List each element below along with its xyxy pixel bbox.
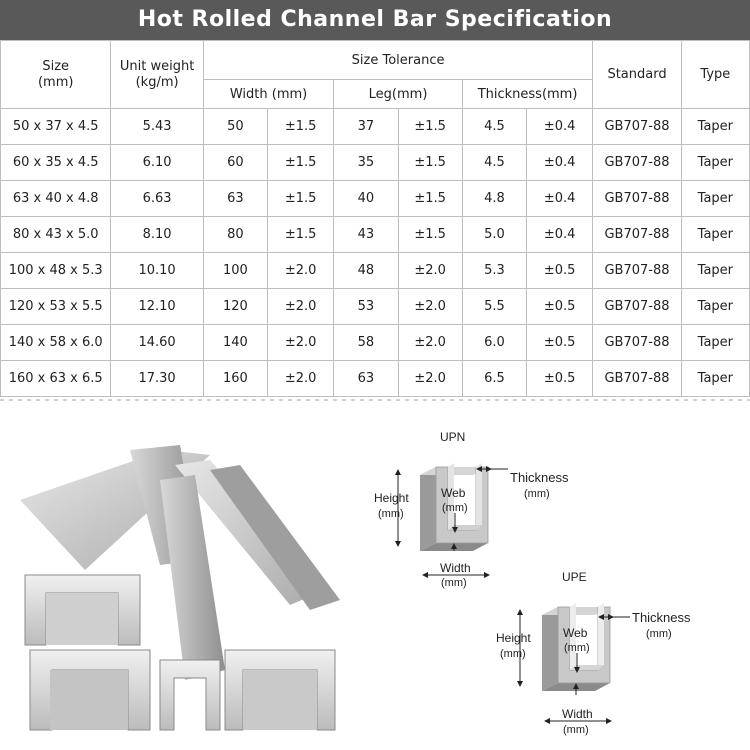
cell-leg: 43 <box>334 217 398 253</box>
cell-thick-tol: ±0.4 <box>527 145 593 181</box>
cell-leg-tol: ±2.0 <box>398 325 462 361</box>
header-leg: Leg(mm) <box>334 80 463 109</box>
cell-thick: 6.0 <box>462 325 526 361</box>
table-row <box>1 253 750 289</box>
divider <box>0 399 750 401</box>
upe-thickness-label: Thickness <box>632 610 691 625</box>
cell-width-tol: ±1.5 <box>268 109 334 145</box>
cell-standard: GB707-88 <box>593 289 681 325</box>
upe-diagram <box>490 565 700 745</box>
cell-size: 120 x 53 x 5.5 <box>1 289 111 325</box>
cell-weight: 6.10 <box>111 145 203 181</box>
upn-width-label: Width <box>440 561 471 575</box>
cell-type: Taper <box>681 253 749 289</box>
cell-leg: 58 <box>334 325 398 361</box>
cell-weight: 8.10 <box>111 217 203 253</box>
cell-leg-tol: ±2.0 <box>398 361 462 397</box>
upe-width-label: Width <box>562 707 593 721</box>
cell-size: 63 x 40 x 4.8 <box>1 181 111 217</box>
upn-height-unit: (mm) <box>378 508 404 520</box>
table-row <box>1 217 750 253</box>
cell-width-tol: ±2.0 <box>268 325 334 361</box>
spec-table <box>0 40 750 397</box>
cell-size: 60 x 35 x 4.5 <box>1 145 111 181</box>
cell-thick-tol: ±0.5 <box>527 361 593 397</box>
header-unit-weight-text: Unit weight (kg/m) <box>119 58 195 90</box>
cell-thick: 4.5 <box>462 145 526 181</box>
cell-standard: GB707-88 <box>593 217 681 253</box>
table-row <box>1 289 750 325</box>
cell-leg: 40 <box>334 181 398 217</box>
cell-leg: 37 <box>334 109 398 145</box>
cell-size: 160 x 63 x 6.5 <box>1 361 111 397</box>
header-size-tolerance: Size Tolerance <box>203 41 593 80</box>
cell-standard: GB707-88 <box>593 181 681 217</box>
cell-standard: GB707-88 <box>593 325 681 361</box>
upn-title: UPN <box>440 430 466 444</box>
cell-leg-tol: ±2.0 <box>398 253 462 289</box>
cell-weight: 10.10 <box>111 253 203 289</box>
cell-leg-tol: ±1.5 <box>398 145 462 181</box>
cell-width-tol: ±2.0 <box>268 289 334 325</box>
cell-type: Taper <box>681 109 749 145</box>
spec-table-body <box>1 109 750 397</box>
cell-type: Taper <box>681 289 749 325</box>
upe-height-label: Height <box>496 631 531 645</box>
cell-width-tol: ±1.5 <box>268 145 334 181</box>
cell-thick: 5.5 <box>462 289 526 325</box>
cell-width: 50 <box>203 109 267 145</box>
cell-standard: GB707-88 <box>593 361 681 397</box>
cell-leg: 48 <box>334 253 398 289</box>
cell-weight: 5.43 <box>111 109 203 145</box>
table-row <box>1 145 750 181</box>
table-row <box>1 181 750 217</box>
upn-web-unit: (mm) <box>442 502 468 514</box>
upe-web-label: Web <box>563 626 588 640</box>
cell-width: 63 <box>203 181 267 217</box>
cell-thick-tol: ±0.4 <box>527 217 593 253</box>
cell-leg-tol: ±2.0 <box>398 289 462 325</box>
cell-standard: GB707-88 <box>593 109 681 145</box>
cell-type: Taper <box>681 361 749 397</box>
upn-height-label: Height <box>374 491 409 505</box>
cell-standard: GB707-88 <box>593 253 681 289</box>
upe-title: UPE <box>562 570 587 584</box>
table-row <box>1 109 750 145</box>
upn-web-label: Web <box>441 486 466 500</box>
cell-standard: GB707-88 <box>593 145 681 181</box>
cell-weight: 12.10 <box>111 289 203 325</box>
header-type: Type <box>681 41 749 109</box>
cell-weight: 14.60 <box>111 325 203 361</box>
upe-thickness-unit: (mm) <box>646 628 672 640</box>
cell-leg-tol: ±1.5 <box>398 181 462 217</box>
cell-thick: 5.3 <box>462 253 526 289</box>
page-title: Hot Rolled Channel Bar Specification <box>0 0 750 40</box>
upe-width-unit: (mm) <box>563 724 589 736</box>
upn-thickness-label: Thickness <box>510 470 569 485</box>
cell-weight: 17.30 <box>111 361 203 397</box>
cell-thick: 4.5 <box>462 109 526 145</box>
cell-thick-tol: ±0.4 <box>527 109 593 145</box>
header-size-text: Size (mm) <box>37 58 74 90</box>
cell-size: 80 x 43 x 5.0 <box>1 217 111 253</box>
channel-bars-photo <box>10 440 350 740</box>
cell-thick-tol: ±0.4 <box>527 181 593 217</box>
cell-type: Taper <box>681 181 749 217</box>
cell-size: 100 x 48 x 5.3 <box>1 253 111 289</box>
upn-width-unit: (mm) <box>441 577 467 589</box>
cell-leg-tol: ±1.5 <box>398 109 462 145</box>
header-standard: Standard <box>593 41 681 109</box>
cell-width: 140 <box>203 325 267 361</box>
cell-width: 100 <box>203 253 267 289</box>
table-row <box>1 361 750 397</box>
cell-thick: 6.5 <box>462 361 526 397</box>
cell-thick-tol: ±0.5 <box>527 289 593 325</box>
cell-leg: 63 <box>334 361 398 397</box>
header-unit-weight <box>111 41 203 109</box>
cell-width-tol: ±2.0 <box>268 361 334 397</box>
table-row <box>1 325 750 361</box>
cell-thick: 4.8 <box>462 181 526 217</box>
upe-web-unit: (mm) <box>564 642 590 654</box>
cell-leg: 53 <box>334 289 398 325</box>
cell-weight: 6.63 <box>111 181 203 217</box>
cell-width-tol: ±1.5 <box>268 181 334 217</box>
cell-width: 80 <box>203 217 267 253</box>
cell-thick-tol: ±0.5 <box>527 253 593 289</box>
header-width: Width (mm) <box>203 80 334 109</box>
cell-thick-tol: ±0.5 <box>527 325 593 361</box>
cell-type: Taper <box>681 145 749 181</box>
cell-type: Taper <box>681 217 749 253</box>
cell-leg-tol: ±1.5 <box>398 217 462 253</box>
cell-width: 120 <box>203 289 267 325</box>
cell-size: 140 x 58 x 6.0 <box>1 325 111 361</box>
cell-width: 60 <box>203 145 267 181</box>
upe-height-unit: (mm) <box>500 648 526 660</box>
cell-type: Taper <box>681 325 749 361</box>
header-size <box>1 41 111 109</box>
header-thickness: Thickness(mm) <box>462 80 593 109</box>
cell-leg: 35 <box>334 145 398 181</box>
cell-width-tol: ±2.0 <box>268 253 334 289</box>
cell-width: 160 <box>203 361 267 397</box>
cell-width-tol: ±1.5 <box>268 217 334 253</box>
cell-size: 50 x 37 x 4.5 <box>1 109 111 145</box>
cell-thick: 5.0 <box>462 217 526 253</box>
upn-thickness-unit: (mm) <box>524 488 550 500</box>
